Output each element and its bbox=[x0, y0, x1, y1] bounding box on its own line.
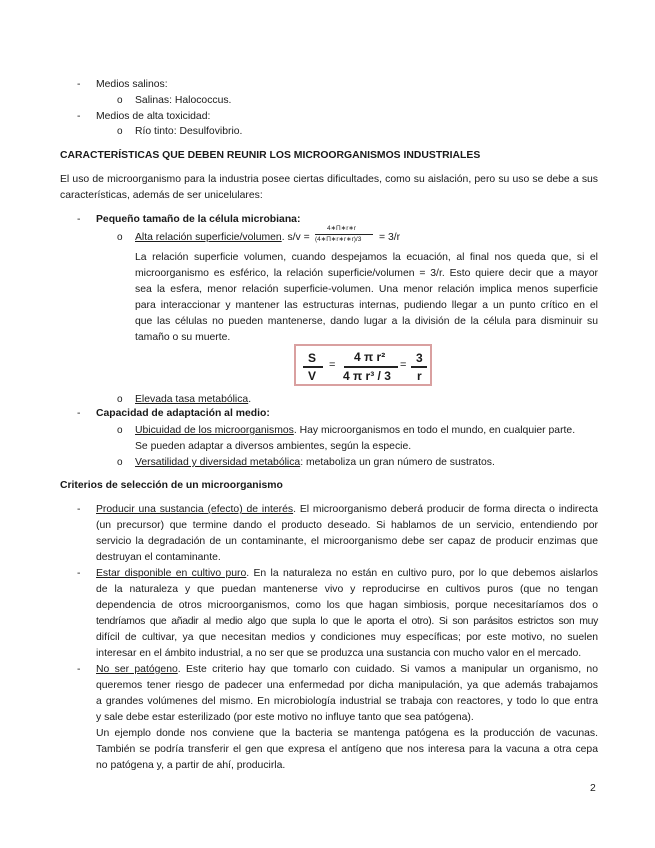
sub3-label: Ubicuidad de los microorganismos bbox=[135, 425, 294, 436]
c3-line-6: También se podría transferir el gen que expresa el antígeno que nos interesa para la vacuna a otra cepa bbox=[96, 744, 598, 755]
sub1-label: Alta relación superficie/volumen bbox=[135, 232, 282, 243]
bullet-dash: - bbox=[77, 504, 81, 515]
sub2-line bbox=[135, 393, 251, 406]
c3-line-4: y sale debe estar esterilizado (por este motivo no influye tanto que sea patógena). bbox=[96, 712, 474, 723]
intro-line-2: características, además de ser unicelulares: bbox=[60, 190, 263, 201]
formula-bar-right bbox=[411, 366, 427, 368]
bullet-circle-icon: o bbox=[117, 126, 123, 137]
sub1-eq-suffix: = 3/r bbox=[379, 232, 401, 243]
item2-title: Capacidad de adaptación al medio: bbox=[96, 408, 270, 419]
formula-denominator: 4 π r³ / 3 bbox=[343, 369, 391, 383]
c3-label: No ser patógeno bbox=[96, 664, 178, 675]
formula-r: r bbox=[417, 369, 422, 383]
bullet-dash: - bbox=[77, 79, 81, 90]
sub1-paragraph-line-5: que las células no pueden mantenerse, dando lugar a la división de la célula para disminuir su bbox=[135, 316, 598, 327]
formula-v: V bbox=[308, 369, 317, 383]
page-number: 2 bbox=[590, 783, 596, 794]
list-item-medios-toxicidad: Medios de alta toxicidad: bbox=[96, 111, 211, 122]
sub1-paragraph-line-3: sea la esfera, menor relación superficie-volumen. Una menor relación implica menos superficie bbox=[135, 284, 598, 295]
sub4-label: Versatilidad y diversidad metabólica bbox=[135, 457, 301, 468]
sv-fraction-num: 4∗Π∗r∗r bbox=[327, 225, 356, 232]
formula-bar-mid bbox=[344, 366, 398, 368]
c1-line-3: servicio la degradación de un contaminante, el microorganismo debe ser capaz de producir enzimas que bbox=[96, 536, 598, 547]
c1-first: . El microorganismo deberá producir de forma directa o indirecta bbox=[293, 504, 598, 515]
c2-line-4: tendríamos que añadir al medio algo que supla lo que le aporta el otro). Si son parásitos estrictos son muy bbox=[96, 616, 598, 627]
bullet-circle-icon: o bbox=[117, 457, 123, 468]
sub1-line bbox=[135, 231, 310, 244]
sub2-end: . bbox=[248, 394, 252, 405]
bullet-dash: - bbox=[77, 568, 81, 579]
bullet-dash: - bbox=[77, 111, 81, 122]
sub3-line-2: Se pueden adaptar a diversos ambientes, según la especie. bbox=[135, 441, 412, 452]
c3-line-1 bbox=[96, 663, 598, 676]
c1-label: Producir una sustancia (efecto) de interés bbox=[96, 504, 294, 515]
c2-line-2: de la naturaleza y que puedan mantenerse vivo y reproducirse en cultivos puros (que no tengan bbox=[96, 584, 598, 595]
section-heading: CARACTERÍSTICAS QUE DEBEN REUNIR LOS MICROORGANISMOS INDUSTRIALES bbox=[60, 150, 481, 161]
list-subitem-rio-tinto: Río tinto: Desulfovibrio. bbox=[135, 126, 243, 137]
bullet-dash: - bbox=[77, 214, 81, 225]
formula-eq1: = bbox=[329, 359, 336, 371]
c1-line-1 bbox=[96, 503, 598, 516]
sub1-paragraph-line-1: La relación superficie volumen, cuando despejamos la ecuación, al final nos queda que, si el bbox=[135, 252, 598, 263]
intro-line-1: El uso de microorganismo para la industria posee ciertas dificultades, como su aislación, pero su uso se debe a sus bbox=[60, 174, 598, 185]
bullet-dash: - bbox=[77, 664, 81, 675]
sub3-line-1 bbox=[135, 424, 575, 437]
sv-fraction-den: (4∗Π∗r∗r∗r)/3 bbox=[315, 236, 362, 243]
bullet-circle-icon: o bbox=[117, 232, 123, 243]
formula-box bbox=[294, 344, 432, 386]
list-item-medios-salinos: Medios salinos: bbox=[96, 79, 168, 90]
bullet-dash: - bbox=[77, 408, 81, 419]
c2-label: Estar disponible en cultivo puro bbox=[96, 568, 247, 579]
formula-bar-left bbox=[303, 366, 323, 368]
c3-line-5: Un ejemplo donde nos conviene que la bacteria se mantenga patógena es la producción de vacunas. bbox=[96, 728, 598, 739]
item1-title: Pequeño tamaño de la célula microbiana: bbox=[96, 214, 301, 225]
sub1-paragraph-line-2: microorganismo es esférico, la relación superficie/volumen = 3/r. Esto quiere decir que a mayor bbox=[135, 268, 598, 279]
sub4-rest: : metaboliza un gran número de sustratos. bbox=[300, 457, 495, 468]
c3-first: . Este criterio hay que tomarlo con cuidado. Si vamos a manipular un organismo, no bbox=[177, 664, 598, 675]
sub4-line bbox=[135, 456, 495, 469]
c2-line-5: difícil de cultivar, ya que necesitan medios y condiciones muy específicas; por este motivo, no suelen bbox=[96, 632, 598, 643]
c3-line-2: queremos tener riesgo de padecer una enfermedad por dicha manipulación, ya que además trabajamos bbox=[96, 680, 598, 691]
list-subitem-salinas: Salinas: Halococcus. bbox=[135, 95, 232, 106]
bullet-circle-icon: o bbox=[117, 95, 123, 106]
sv-fraction-bar bbox=[315, 234, 373, 235]
c2-line-6: interesar en el ámbito industrial, a no ser que se produzca una sustancia con mucho valor en el mercado. bbox=[96, 648, 582, 659]
bullet-circle-icon: o bbox=[117, 425, 123, 436]
sub1-paragraph-line-4: para interaccionar y mantener las estructuras internas, pudiendo llegar a un punto crítico en el bbox=[135, 300, 598, 311]
formula-s: S bbox=[308, 351, 317, 365]
c3-line-7: no patógena y, a partir de ahí, producirla. bbox=[96, 760, 286, 771]
formula-three: 3 bbox=[416, 351, 423, 365]
sub1-paragraph-line-6: tamaño o su muerte. bbox=[135, 332, 231, 343]
c3-line-3: a grandes volúmenes del mismo. En microbiología industrial se trabaja con reactores, y todo lo que entra bbox=[96, 696, 598, 707]
c2-line-3: dependencia de otros microorganismos, como los que hagan simbiosis, porque necesitaríamos dos o bbox=[96, 600, 598, 611]
c2-line-1 bbox=[96, 567, 598, 580]
sub2-label: Elevada tasa metabólica bbox=[135, 394, 249, 405]
formula-numerator: 4 π r² bbox=[354, 350, 386, 364]
formula-eq2: = bbox=[400, 359, 407, 371]
c1-line-2: (un precursor) que termine dando el producto deseado. Si hablamos de un servicio, entendiendo por bbox=[96, 520, 598, 531]
sub1-eq-prefix: . s/v = bbox=[281, 232, 310, 243]
bullet-circle-icon: o bbox=[117, 394, 123, 405]
criteria-heading: Criterios de selección de un microorganismo bbox=[60, 480, 283, 491]
c2-first: . En la naturaleza no están en cultivo puro, por lo que debemos aislarlos bbox=[246, 568, 598, 579]
sub3-rest: . Hay microorganismos en todo el mundo, en cualquier parte. bbox=[293, 425, 576, 436]
c1-line-4: destruyan el contaminante. bbox=[96, 552, 221, 563]
